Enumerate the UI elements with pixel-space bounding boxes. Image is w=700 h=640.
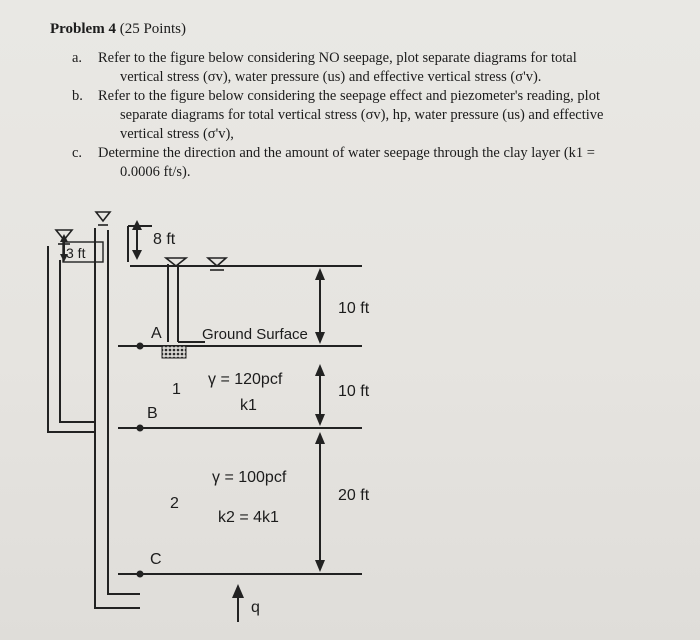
part-text-line: Refer to the figure below considering the seepage effect and piezometer's reading, plot [98, 88, 600, 104]
part-text-line: vertical stress (σ'v), [120, 126, 234, 142]
water-level-symbol [208, 258, 226, 266]
middle-piezometer-tube [95, 228, 140, 608]
flow-arrow-head [232, 584, 244, 598]
point-b-marker [137, 425, 144, 432]
layer1-number: 1 [172, 381, 181, 398]
head-left-label: 3 ft [66, 245, 86, 261]
layer1-thickness: 10 ft [338, 383, 370, 400]
part-letter: b. [72, 88, 83, 104]
water-level-symbol [96, 212, 110, 221]
layer1-k: k1 [240, 397, 257, 414]
left-piezometer-tube-inner [60, 260, 95, 422]
piezometer-porous-tip [162, 346, 186, 358]
water-depth-label: 10 ft [338, 300, 370, 317]
left-piezometer-tube [48, 246, 95, 432]
layer2-gamma: γ = 100pcf [212, 469, 287, 486]
point-c-label: C [150, 551, 162, 568]
part-text-line: Determine the direction and the amount of water seepage through the clay layer (k1 = [98, 145, 595, 161]
part-text-line: vertical stress (σv), water pressure (us) and effective vertical stress (σ'v). [120, 69, 542, 85]
layer2-thickness: 20 ft [338, 487, 370, 504]
problem-points: (25 Points) [119, 21, 186, 37]
arrow-head [315, 560, 325, 572]
flow-label: q [251, 599, 260, 616]
part-text-line: 0.0006 ft/s). [120, 164, 191, 180]
point-a-marker [137, 343, 144, 350]
layer1-gamma: γ = 120pcf [208, 371, 283, 388]
point-a-label: A [151, 325, 162, 342]
arrow-head [315, 332, 325, 344]
point-b-label: B [147, 405, 158, 422]
problem-number: Problem 4 [50, 21, 116, 37]
part-letter: c. [72, 145, 83, 161]
part-text-line: separate diagrams for total vertical stress (σv), hp, water pressure (us) and effective [120, 107, 604, 123]
part-letter: a. [72, 50, 83, 66]
layer2-number: 2 [170, 495, 179, 512]
head-top-label: 8 ft [153, 231, 176, 248]
ground-surface-label: Ground Surface [202, 326, 308, 343]
layer2-k: k2 = 4k1 [218, 509, 279, 526]
arrow-head [315, 432, 325, 444]
arrow-head [315, 414, 325, 426]
arrow-head [315, 268, 325, 280]
point-c-marker [137, 571, 144, 578]
part-text-line: Refer to the figure below considering NO seepage, plot separate diagrams for total [98, 50, 577, 66]
arrow-head [315, 364, 325, 376]
arrow-head [132, 250, 142, 260]
middle-piezometer-tube-inner [108, 230, 140, 594]
